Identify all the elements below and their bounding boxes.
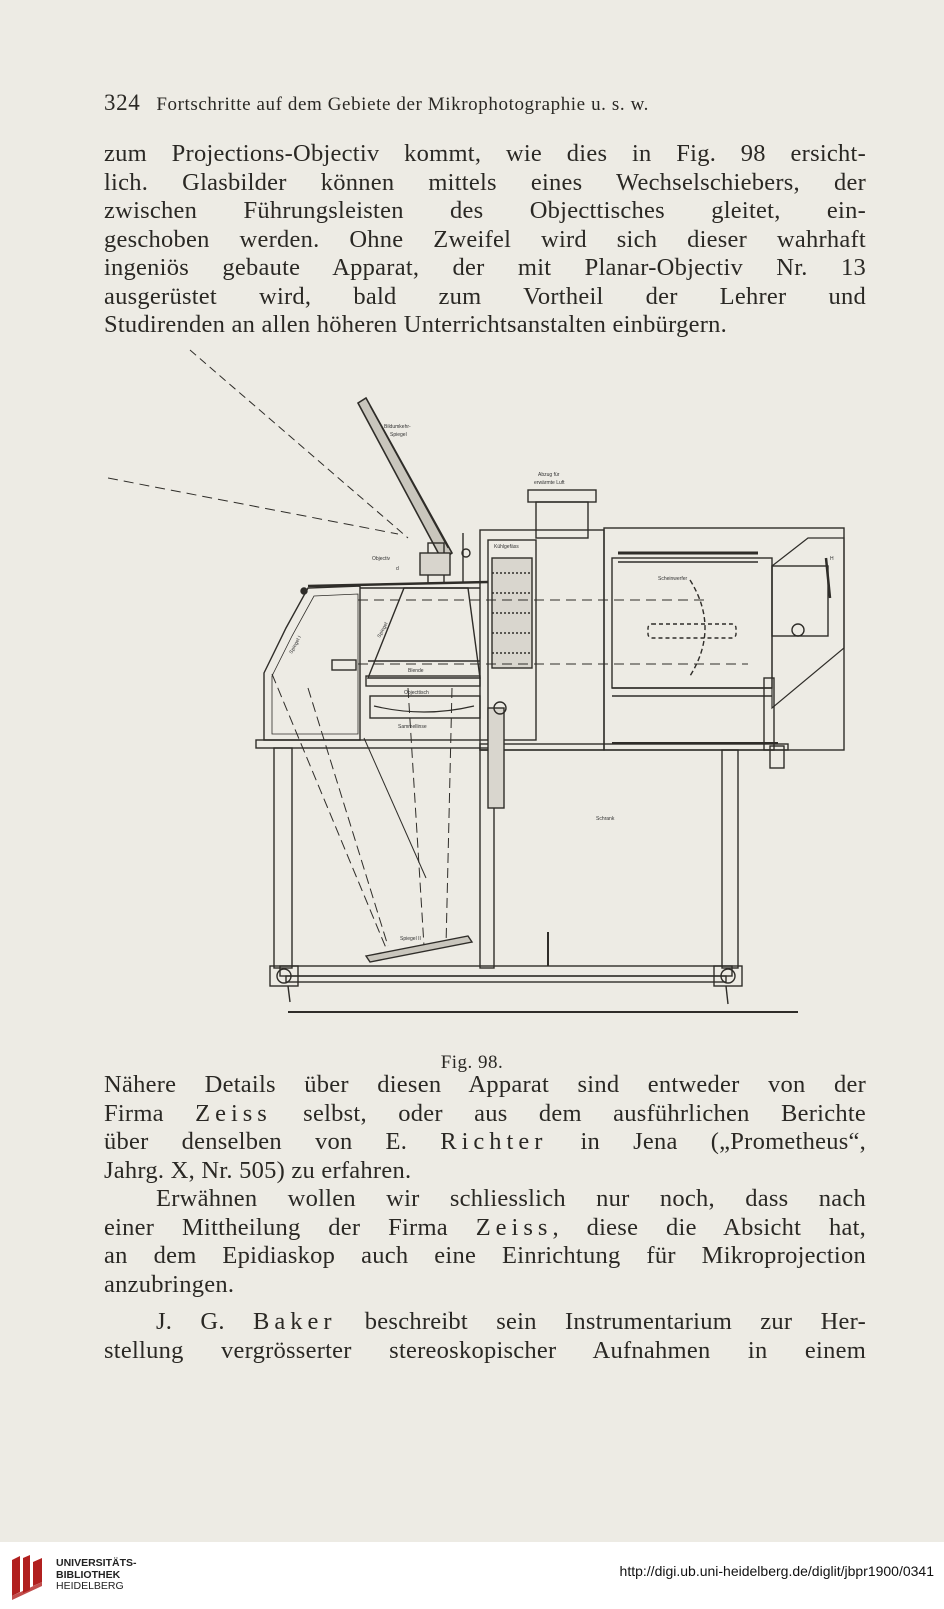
library-name-line: HEIDELBERG: [56, 1580, 124, 1592]
label-mirror-1: Spiegel I: [288, 634, 303, 655]
text-line: Jahrg. X, Nr. 505) zu erfahren.: [104, 1156, 412, 1184]
text-span: über denselben von E.: [104, 1128, 441, 1155]
text-span: J. G.: [156, 1308, 254, 1335]
paragraph-2: [104, 1071, 866, 1185]
label-mirror-top: Bildumkehr-: [384, 424, 411, 430]
name-baker: Baker: [253, 1308, 337, 1335]
source-url-link[interactable]: http://digi.ub.uni-heidelberg.de/diglit/jbpr1900/0341: [619, 1563, 934, 1579]
epidiascope-figure: [108, 348, 868, 1048]
label-sammellinse: Sammellinse: [398, 724, 427, 730]
text-line: Nähere Details über diesen Apparat sind entweder von der: [104, 1071, 866, 1098]
label-d: d: [396, 566, 399, 572]
text-line: lich. Glasbilder können mittels eines Wechselschiebers, der: [104, 168, 866, 196]
label-schrank: Schrank: [596, 816, 615, 822]
text-line: [104, 1308, 866, 1337]
text-line: [104, 1214, 866, 1243]
name-richter: Richter: [440, 1128, 548, 1155]
running-head: [104, 90, 864, 116]
paragraph-4: [104, 1308, 866, 1365]
text-line: zum Projections-Objectiv kommt, wie dies in Fig. 98 ersicht-: [104, 140, 866, 167]
text-line: zwischen Führungsleisten des Objecttisches gleitet, ein-: [104, 197, 866, 224]
paragraph-3: [104, 1185, 866, 1299]
text-line: Erwähnen wollen wir schliesslich nur noch, dass nach: [156, 1185, 866, 1212]
label-mirror-2: Spiegel II: [400, 936, 421, 942]
text-span: einer Mittheilung der Firma: [104, 1213, 476, 1241]
text-line: stellung vergrösserter stereoskopischer Aufnahmen in einem: [104, 1336, 866, 1364]
name-zeiss: Zeiss: [195, 1099, 272, 1127]
paragraph-1: [104, 140, 866, 340]
running-title: Fortschritte auf dem Gebiete der Mikrophotographie u. s. w.: [156, 94, 650, 115]
text-span: selbst, oder aus dem ausführlichen Berichte: [271, 1099, 866, 1127]
text-span: in Jena („Prometheus“,: [547, 1128, 866, 1155]
figure-caption: Fig. 98.: [440, 1052, 504, 1073]
library-name: [56, 1558, 137, 1593]
text-line: ingeniös gebaute Apparat, der mit Planar-Objectiv Nr. 13: [104, 254, 866, 281]
library-name-line: BIBLIOTHEK: [56, 1568, 121, 1581]
label-objective: Objectiv: [372, 556, 391, 562]
label-mirror-top-2: Spiegel: [390, 432, 407, 438]
name-zeiss: Zeiss: [475, 1213, 553, 1241]
text-line: ausgerüstet wird, bald zum Vortheil der Lehrer und: [104, 282, 866, 310]
label-cooling: Kühlgefäss: [494, 544, 519, 550]
label-concave: Scheinwerfer: [658, 576, 688, 582]
label-mirror-middle: Spiegel: [376, 621, 390, 639]
label-objecttisch: Objecttisch: [404, 690, 429, 696]
text-span: Firma: [104, 1099, 196, 1127]
label-air-outlet-2: erwärmte Luft: [534, 480, 565, 486]
text-line: [104, 1100, 866, 1129]
page-number: 324: [104, 90, 141, 115]
digitization-footer: [0, 1542, 944, 1609]
library-name-line: UNIVERSITÄTS-: [56, 1557, 137, 1569]
text-line: anzubringen.: [104, 1270, 235, 1298]
text-span: , diese die Absicht hat,: [552, 1213, 866, 1241]
label-blende: Blende: [408, 668, 424, 674]
text-span: beschreibt sein Instrumentarium zur Her-: [336, 1308, 866, 1335]
text-line: geschoben werden. Ohne Zweifel wird sich dieser wahrhaft: [104, 225, 866, 253]
text-line: Studirenden an allen höheren Unterrichtsanstalten einbürgern.: [104, 311, 728, 338]
text-line: an dem Epidiaskop auch eine Einrichtung für Mikroprojection: [104, 1242, 866, 1269]
label-air-outlet: Abzug für: [538, 472, 560, 478]
library-seal-icon: [8, 1552, 48, 1600]
label-h: H: [830, 556, 834, 562]
text-line: [104, 1128, 866, 1157]
